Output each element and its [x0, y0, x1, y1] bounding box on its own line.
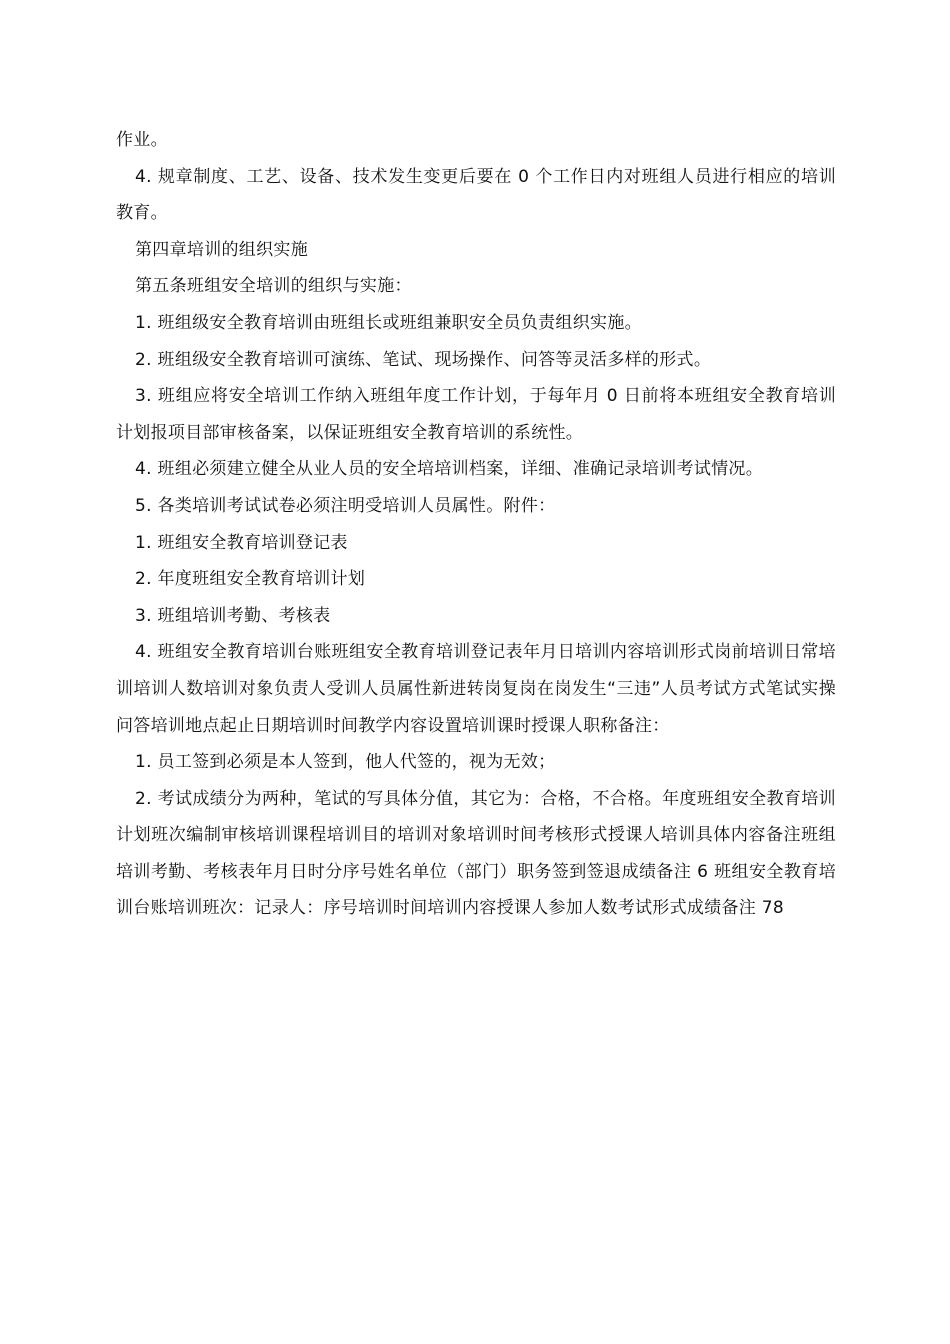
- paragraph-item-4-change-training: 4. 规章制度、工艺、设备、技术发生变更后要在 0 个工作日内对班组人员进行相应的培训教育。: [116, 166, 836, 224]
- note-item-1: 1. 员工签到必须是本人签到，他人代签的，视为无效；: [135, 752, 556, 773]
- paragraph-item-2: 2. 班组级安全教育培训可演练、笔试、现场操作、问答等灵活多样的形式。: [135, 349, 712, 370]
- attachment-item-1: 1. 班组安全教育培训登记表: [135, 532, 348, 553]
- document-body: [116, 122, 836, 927]
- paragraph-item-4: 4. 班组必须建立健全从业人员的安全培培训档案，详细、准确记录培训考试情况。: [135, 459, 764, 480]
- note-item-2: 2. 考试成绩分为两种，笔试的写具体分值，其它为：合格，不合格。年度班组安全教育培训计划班次编制审核培训课程培训目的培训对象培训时间考核形式授课人培训具体内容备注班组培训考勤、考核表年月日时分序号姓名单位（部门）职务签到签退成绩备注 6 班组安全教育培训台账培训班次：记录人：序号培训时间培训内容授课人参加人数考试形式成绩备注 78: [116, 788, 836, 919]
- attachment-item-4: 4. 班组安全教育培训台账班组安全教育培训登记表年月日培训内容培训形式岗前培训日常培训培训人数培训对象负责人受训人员属性新进转岗复岗在岗发生“三违”人员考试方式笔试实操问答培训地点起止日期培训时间教学内容设置培训课时授课人职称备注：: [116, 642, 836, 736]
- attachment-item-3: 3. 班组培训考勤、考核表: [135, 605, 331, 626]
- chapter-heading: 第四章培训的组织实施: [135, 239, 308, 260]
- paragraph-item-1: 1. 班组级安全教育培训由班组长或班组兼职安全员负责组织实施。: [135, 312, 642, 333]
- article-heading: 第五条班组安全培训的组织与实施：: [135, 276, 412, 297]
- paragraph-continuation: 作业。: [116, 130, 168, 150]
- attachment-item-2: 2. 年度班组安全教育培训计划: [135, 569, 366, 590]
- paragraph-item-5-attachments: 5. 各类培训考试试卷必须注明受培训人员属性。附件：: [135, 495, 556, 516]
- paragraph-item-3: 3. 班组应将安全培训工作纳入班组年度工作计划，于每年月 0 日前将本班组安全教育培训计划报项目部审核备案，以保证班组安全教育培训的系统性。: [116, 386, 836, 443]
